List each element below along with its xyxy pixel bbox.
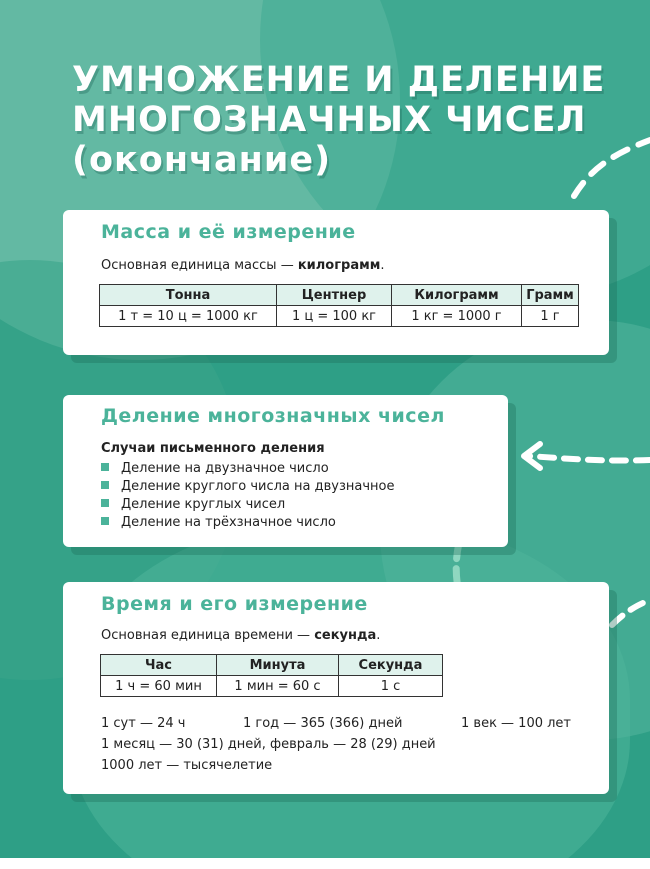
time-intro: [101, 628, 380, 643]
bullet-square-icon: [101, 517, 109, 525]
mass-header-cell: Килограмм: [392, 285, 522, 306]
list-item-label: Деление на трёхзначное число: [121, 515, 336, 530]
time-heading: Время и его измерение: [101, 593, 368, 615]
mass-intro-text: Основная единица массы —: [101, 258, 298, 273]
time-fact-day: 1 сут — 24 ч: [101, 716, 186, 731]
time-card: [63, 582, 609, 794]
list-item-label: Деление круглых чисел: [121, 497, 286, 512]
table-header-row: [100, 285, 579, 306]
bottom-strip: [0, 858, 650, 869]
mass-cell: 1 ц = 100 кг: [277, 306, 392, 327]
mass-cell: 1 г: [522, 306, 579, 327]
division-subheading: Случаи письменного деления: [101, 441, 325, 456]
division-list: [101, 460, 394, 532]
list-item: [101, 496, 394, 514]
list-item: [101, 478, 394, 496]
time-cell: 1 с: [339, 676, 443, 697]
bullet-square-icon: [101, 481, 109, 489]
time-header-cell: Секунда: [339, 655, 443, 676]
list-item-label: Деление круглого числа на двузначное: [121, 479, 395, 494]
time-cell: 1 ч = 60 мин: [101, 676, 217, 697]
mass-cell: 1 т = 10 ц = 1000 кг: [100, 306, 277, 327]
list-item: [101, 514, 394, 532]
list-item-label: Деление на двузначное число: [121, 461, 329, 476]
time-fact-century: 1 век — 100 лет: [461, 716, 572, 731]
time-intro-text: Основная единица времени —: [101, 628, 315, 643]
mass-header-cell: Центнер: [277, 285, 392, 306]
time-fact-year: 1 год — 365 (366) дней: [243, 716, 403, 731]
mass-cell: 1 кг = 1000 г: [392, 306, 522, 327]
time-intro-bold: секунда: [314, 628, 377, 643]
table-row: [100, 306, 579, 327]
time-header-cell: Минута: [217, 655, 339, 676]
bullet-square-icon: [101, 463, 109, 471]
time-fact-millennium: 1000 лет — тысячелетие: [101, 758, 273, 773]
mass-table: [99, 284, 579, 327]
division-card: [63, 395, 508, 547]
time-table: [100, 654, 443, 697]
bullet-square-icon: [101, 499, 109, 507]
mass-intro-end: .: [380, 258, 385, 273]
mass-header-cell: Тонна: [100, 285, 277, 306]
time-intro-end: .: [376, 628, 381, 643]
mass-intro-bold: килограмм: [297, 258, 381, 273]
division-heading: Деление многозначных чисел: [101, 405, 445, 427]
mass-heading: Масса и её измерение: [101, 221, 356, 243]
table-row: [101, 676, 443, 697]
time-header-cell: Час: [101, 655, 217, 676]
table-header-row: [101, 655, 443, 676]
mass-header-cell: Грамм: [522, 285, 579, 306]
time-cell: 1 мин = 60 с: [217, 676, 339, 697]
mass-intro: [101, 258, 385, 273]
page-title: УМНОЖЕНИЕ И ДЕЛЕНИЕ МНОГОЗНАЧНЫХ ЧИСЕЛ (окончание): [72, 60, 606, 180]
time-fact-month: 1 месяц — 30 (31) дней, февраль — 28 (29) дней: [101, 737, 436, 752]
mass-card: [63, 210, 609, 355]
list-item: [101, 460, 394, 478]
